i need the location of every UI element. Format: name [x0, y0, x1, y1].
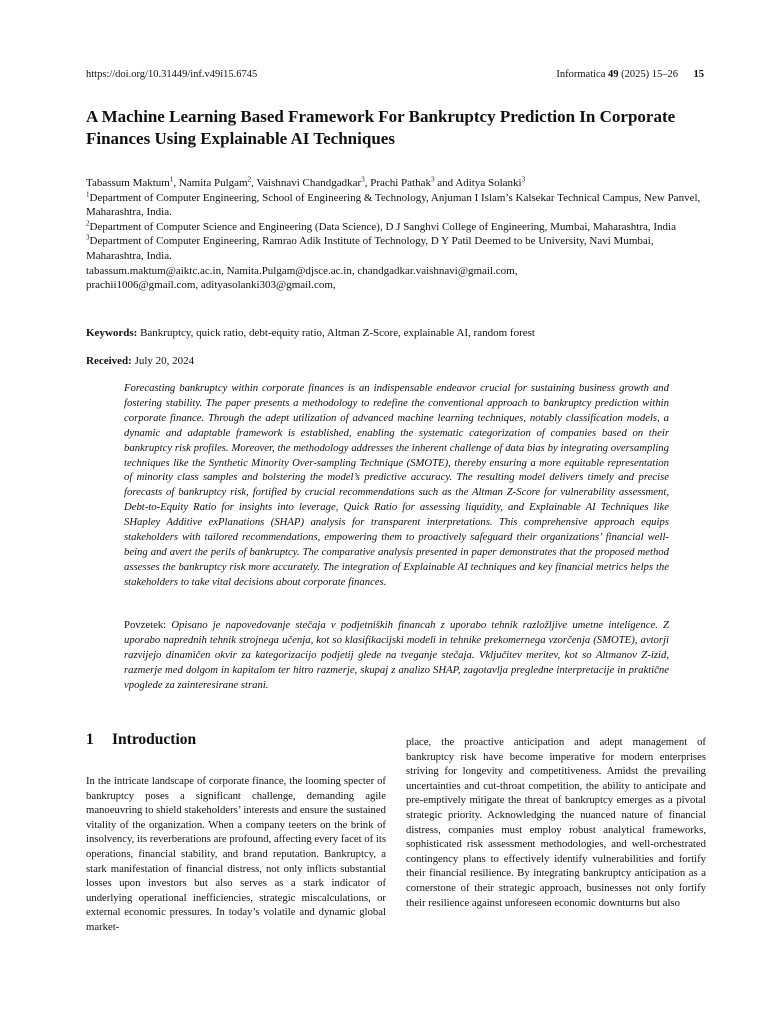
author-affiliation-mark: 3: [361, 175, 365, 184]
received-date: [86, 354, 706, 369]
received-text: July 20, 2024: [134, 355, 195, 367]
email-line: tabassum.maktum@aiktc.ac.in, Namita.Pulgam@djsce.ac.in, chandgadkar.vaishnavi@gmail.com,: [86, 264, 518, 277]
keywords-label: Keywords:: [86, 327, 138, 339]
author-affiliation-mark: 3: [521, 175, 526, 184]
author-name: Vaishnavi Chandgadkar: [256, 177, 362, 189]
keywords-text: Bankruptcy, quick ratio, debt-equity ratio, Altman Z-Score, explainable AI, random forest: [140, 327, 535, 339]
author-name: Tabassum Maktum: [86, 177, 170, 189]
abstract: Forecasting bankruptcy within corporate finances is an indispensable endeavor crucial for sustaining business growth and fostering stability. The paper presents a methodology to redefine the conventional approach to bankruptcy prediction within corporate finance. Through the adept utilization of advanced machine learning techniques, notably classification models, a dynamic and adaptable framework is established, enabling the systematic categorization of companies based on their bankruptcy risk profiles. Moreover, the methodology addresses the inherent challenge of data bias by integrating oversampling techniques like the Synthetic Minority Over-sampling Technique (SMOTE), thereby ensuring a more equitable representation of minority class samples and bolstering the model’s predictive accuracy. The resulting model delivers timely and precise forecasts of bankruptcy risk, fortified by crucial recommendations such as the Altman Z-Score for vulnerability assessment, Debt-to-Equity Ratio for insights into leverage, Quick Ratio for assessing liquidity, and Explainable AI Techniques like SHapley Additive exPlanations (SHAP) analysis for transparent interpretations. This comprehensive approach equips stakeholders with tailored recommendations, empowering them to proactively safeguard their organizations’ financial well-being and avert the perils of bankruptcy. The comparative analysis presented in paper demonstrates that the proposed method assesses the bankruptcy risk more accurately. The integration of Explainable AI techniques and key financial metrics helps the stakeholders to take vital decisions about corporate finances.: [124, 382, 669, 588]
keywords: [86, 326, 706, 341]
povzetek-text: Opisano je napovedovanje stečaja v podjetniških financah z uporabo tehnik razložljive umetne inteligence. Z uporabo naprednih tehnik strojnega učenja, kot so klasifikacijski modeli in tehnike prekomernega vzorčenja (SMOTE), avtorji razvijejo dinamičen okvir za kategorizacijo podjetij glede na tveganje stečaja. Vključitev meritev, kot so Altmanov Z-izid, razmerje med dolgom in kapitalom ter hitro razmerje, skupaj z analizo SHAP, zagotavlja pregledne interpretacije in praktične vpoglede za zainteresirane strani.: [124, 619, 669, 691]
page-number: 15: [693, 69, 704, 80]
povzetek-abstract: [124, 618, 669, 693]
doi-link[interactable]: https://doi.org/10.31449/inf.v49i15.6745: [86, 69, 258, 80]
received-label: Received:: [86, 355, 132, 367]
front-matter: [86, 176, 706, 293]
journal-name: Informatica: [556, 69, 606, 80]
author-affiliation-mark: 3: [431, 175, 435, 184]
paper-title: A Machine Learning Based Framework For Bankruptcy Prediction In Corporate Finances Using Explainable AI Techniques: [86, 107, 676, 148]
intro-right-column: place, the proactive anticipation and adept management of bankruptcy risk have become imperative for modern enterprises striving for longevity and competitiveness. Amidst the prevailing uncertainties and cut-throat competition, the ability to anticipate and pre-emptively mitigate the threat of bankruptcy emerges as a pivotal strategic priority. Acknowledging the nuanced nature of financial distress, companies must employ robust analytical frameworks, sophisticated risk assessment methodologies, and well-orchestrated contingency plans to effectively identify vulnerabilities and fortify their financial resilience. By integrating bankruptcy anticipation as a cornerstone of their strategic approach, businesses not only fortify their resilience against unforeseen economic downturns but also: [406, 736, 706, 909]
section-number: 1: [86, 731, 94, 748]
intro-left-column: In the intricate landscape of corporate finance, the looming specter of bankruptcy poses a significant challenge, demanding agile manoeuvring to shield stakeholders’ interests and ensure the sustained vitality of the organization. When a company teeters on the brink of insolvency, its reverberations are profound, affecting every facet of its operations, financial stability, and brand reputation. Bankruptcy, a stark manifestation of financial distress, not only inflicts substantial losses upon investors but also serves as a stark indicator of underlying operational inefficiencies, strategic miscalculations, or external economic pressures. In today’s volatile and dynamic global market-: [86, 775, 386, 933]
author-name: Namita Pulgam: [178, 177, 248, 189]
journal-pages: (2025) 15–26: [621, 69, 678, 80]
section-title: Introduction: [112, 731, 197, 748]
author-affiliation-mark: 2: [247, 175, 252, 184]
journal-volume: 49: [608, 69, 619, 80]
author-affiliation-mark: 1: [169, 175, 174, 184]
author-name: Aditya Solanki: [455, 177, 522, 189]
author-name: Prachi Pathak: [370, 177, 431, 189]
povzetek-label: Povzetek:: [124, 619, 167, 631]
journal-citation: [556, 68, 678, 82]
affiliation: $^2$Department of Computer Science and Engineering (Data Science), D J Sanghvi College of Engineering, Mumbai, Maharashtra, India: [86, 219, 676, 233]
section-heading: [86, 730, 196, 750]
email-line: prachii1006@gmail.com, adityasolanki303@gmail.com,: [86, 279, 336, 292]
affiliation: $^1$Department of Computer Engineering, School of Engineering & Technology, Anjuman I Islam’s Kalsekar Technical Campus, New Panvel, Maharashtra, India.: [86, 189, 701, 219]
affiliation: $^3$Department of Computer Engineering, Ramrao Adik Institute of Technology, D Y Patil Deemed to be University, Navi Mumbai, Maharashtra, India.: [86, 233, 654, 262]
author-list: Tabassum Maktum$^1$, Namita Pulgam$^2$, Vaishnavi Chandgadkar$^3$, Prachi Pathak$^3$ and Aditya Solanki$^3$: [86, 175, 526, 189]
